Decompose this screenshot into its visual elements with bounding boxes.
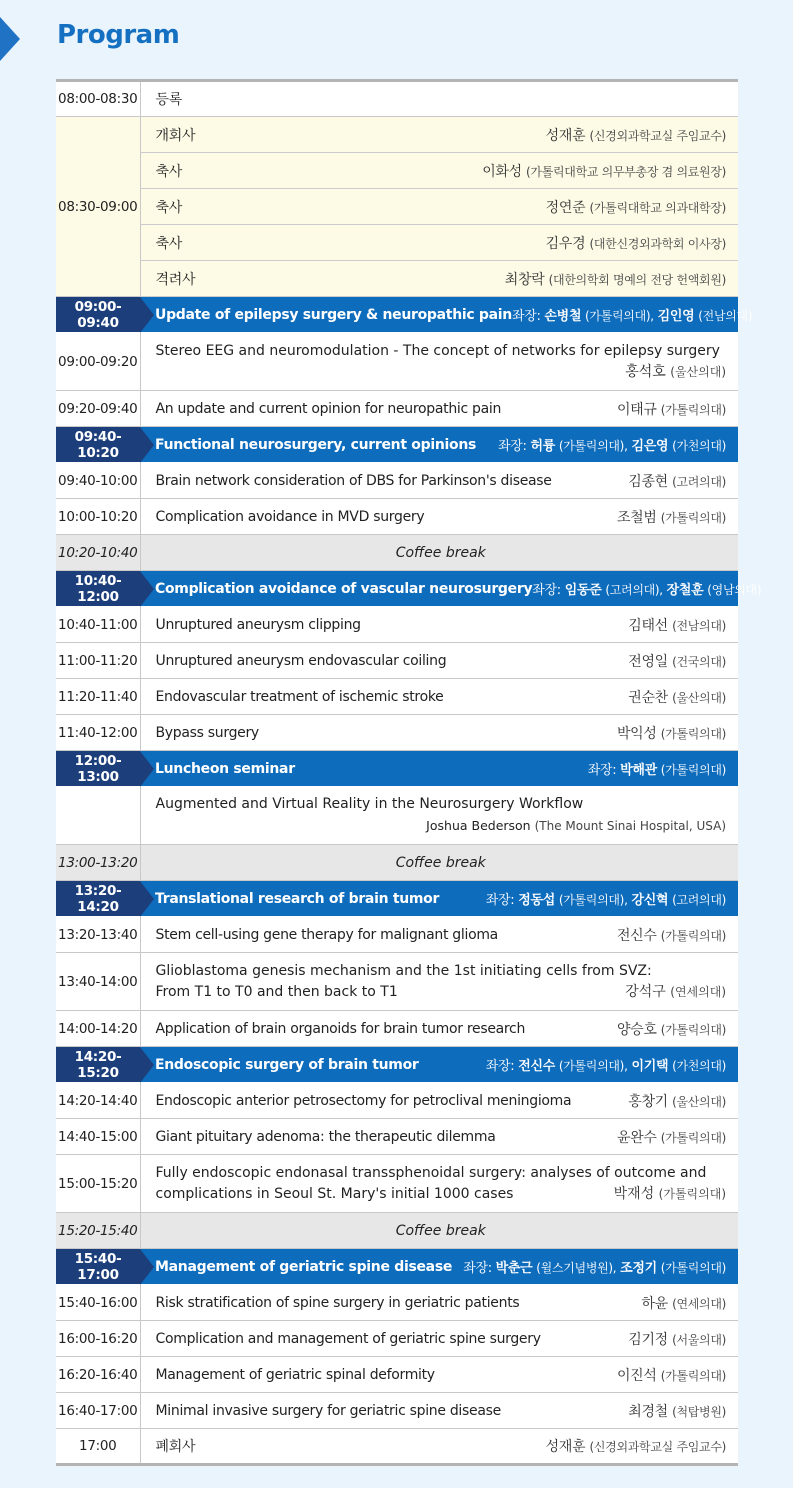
speaker-name: 김종현 bbox=[628, 473, 668, 490]
role-label: 축사 bbox=[155, 235, 182, 252]
talk-title: Application of brain organoids for brain tumor research bbox=[155, 1020, 526, 1037]
session-cell bbox=[140, 1047, 738, 1083]
role-label: 격려사 bbox=[155, 271, 196, 288]
speaker-name: 김기정 bbox=[628, 1331, 668, 1348]
content-cell bbox=[140, 1285, 738, 1321]
speaker-name: 최창락 bbox=[504, 271, 545, 288]
speaker-name: 이화성 bbox=[482, 163, 522, 180]
session-chairs: 좌장: 정동섭 (가톨릭의대), 강신혁 (고려의대) bbox=[485, 893, 726, 908]
speaker-name: 이태규 bbox=[616, 401, 657, 418]
time-cell: 10:00-10:20 bbox=[56, 499, 140, 535]
table-row bbox=[56, 81, 738, 117]
time-cell: 10:40-11:00 bbox=[56, 607, 140, 643]
content-cell bbox=[140, 1083, 738, 1119]
table-row bbox=[56, 787, 738, 845]
speaker-affiliation: (울산의대) bbox=[670, 364, 726, 379]
break-label: Coffee break bbox=[140, 535, 738, 571]
speaker-affiliation: (가톨릭의대) bbox=[660, 1368, 726, 1383]
page-title: Program bbox=[57, 20, 180, 50]
speaker-affiliation: (울산의대) bbox=[672, 1094, 726, 1109]
talk-title: Stereo EEG and neuromodulation - The concept of networks for epilepsy surgery bbox=[155, 342, 720, 359]
session-title: Luncheon seminar bbox=[155, 760, 295, 777]
time-cell: 14:00-14:20 bbox=[56, 1011, 140, 1047]
talk-title: Unruptured aneurysm clipping bbox=[155, 616, 361, 633]
break-label: Coffee break bbox=[140, 845, 738, 881]
talk-title: Risk stratification of spine surgery in geriatric patients bbox=[155, 1294, 520, 1311]
content-cell bbox=[140, 787, 738, 845]
talk-title: Complication avoidance in MVD surgery bbox=[155, 508, 425, 525]
table-row bbox=[56, 607, 738, 643]
content-cell bbox=[140, 715, 738, 751]
session-cell bbox=[140, 297, 753, 333]
session-header bbox=[56, 427, 738, 463]
time-cell: 11:40-12:00 bbox=[56, 715, 140, 751]
time-cell bbox=[56, 787, 140, 845]
speaker-affiliation: (신경외과학교실 주임교수) bbox=[589, 1440, 726, 1454]
break-row bbox=[56, 845, 738, 881]
table-row bbox=[56, 1011, 738, 1047]
session-time: 15:40-17:00 bbox=[56, 1249, 140, 1285]
session-cell bbox=[140, 751, 738, 787]
content-cell bbox=[140, 499, 738, 535]
speaker-name: 양승호 bbox=[616, 1021, 657, 1038]
speaker-affiliation: (서울의대) bbox=[672, 1332, 726, 1347]
speaker-affiliation: (가톨릭의대) bbox=[658, 1186, 726, 1201]
time-cell: 13:20-13:40 bbox=[56, 917, 140, 953]
speaker-affiliation: (건국의대) bbox=[672, 654, 726, 669]
speaker-affiliation: (대한의학회 명예의 전당 헌액회원) bbox=[548, 272, 726, 287]
talk-title: Unruptured aneurysm endovascular coiling bbox=[155, 652, 447, 669]
speaker-affiliation: (가톨릭의대) bbox=[660, 1022, 726, 1037]
speaker-affiliation: (가톨릭의대) bbox=[660, 402, 726, 417]
time-cell: 13:00-13:20 bbox=[56, 845, 140, 881]
time-cell: 16:20-16:40 bbox=[56, 1357, 140, 1393]
program-table bbox=[56, 79, 762, 1466]
content-cell bbox=[140, 261, 738, 297]
speaker-affiliation: (고려의대) bbox=[672, 474, 726, 489]
session-header bbox=[56, 571, 738, 607]
table-row bbox=[56, 117, 738, 153]
session-title: Complication avoidance of vascular neurosurgery bbox=[155, 580, 533, 597]
role-label: 개회사 bbox=[155, 127, 196, 144]
table-row bbox=[56, 391, 738, 427]
speaker-affiliation: (연세의대) bbox=[672, 1296, 726, 1311]
time-cell: 14:20-14:40 bbox=[56, 1083, 140, 1119]
time-cell: 09:20-09:40 bbox=[56, 391, 140, 427]
table-row bbox=[56, 917, 738, 953]
talk-title: Management of geriatric spinal deformity bbox=[155, 1366, 435, 1383]
table-row bbox=[56, 463, 738, 499]
table-row bbox=[56, 1393, 738, 1429]
session-header bbox=[56, 297, 738, 333]
speaker-name: 하윤 bbox=[641, 1295, 668, 1312]
table-row bbox=[56, 153, 738, 189]
session-cell bbox=[140, 571, 762, 607]
speaker-name: 강석구 bbox=[625, 983, 666, 1000]
session-chairs: 좌장: 박춘근 (윌스기념병원), 조정기 (가톨릭의대) bbox=[463, 1261, 726, 1276]
speaker-affiliation: (가톨릭의대) bbox=[660, 1130, 726, 1145]
table-row bbox=[56, 715, 738, 751]
content-cell bbox=[140, 1119, 738, 1155]
content-cell bbox=[140, 1429, 738, 1465]
speaker-affiliation: (연세의대) bbox=[670, 984, 726, 999]
content-cell bbox=[140, 189, 738, 225]
table-row bbox=[56, 1429, 738, 1465]
table-row bbox=[56, 679, 738, 715]
session-title: Functional neurosurgery, current opinions bbox=[155, 436, 477, 453]
content-cell bbox=[140, 1155, 738, 1213]
table-row bbox=[56, 225, 738, 261]
table-row bbox=[56, 333, 738, 391]
speaker-name: 이진석 bbox=[616, 1367, 657, 1384]
session-title: Update of epilepsy surgery & neuropathic pain bbox=[155, 306, 512, 323]
time-cell: 16:00-16:20 bbox=[56, 1321, 140, 1357]
session-header bbox=[56, 1047, 738, 1083]
table-row bbox=[56, 1357, 738, 1393]
talk-title-line2: complications in Seoul St. Mary's initial 1000 cases bbox=[155, 1185, 514, 1202]
table-row bbox=[56, 643, 738, 679]
table-row bbox=[56, 261, 738, 297]
talk-title: An update and current opinion for neuropathic pain bbox=[155, 400, 502, 417]
time-cell: 13:40-14:00 bbox=[56, 953, 140, 1011]
table-row bbox=[56, 499, 738, 535]
session-title: Endoscopic surgery of brain tumor bbox=[155, 1056, 419, 1073]
speaker-name: 조철범 bbox=[616, 509, 657, 526]
time-cell: 17:00 bbox=[56, 1429, 140, 1465]
talk-title: Bypass surgery bbox=[155, 724, 259, 741]
content-cell bbox=[140, 1321, 738, 1357]
session-time: 10:40-12:00 bbox=[56, 571, 140, 607]
talk-title: Augmented and Virtual Reality in the Neurosurgery Workflow bbox=[155, 796, 584, 812]
time-cell: 15:20-15:40 bbox=[56, 1213, 140, 1249]
role-label: 축사 bbox=[155, 163, 182, 180]
session-title: Management of geriatric spine disease bbox=[155, 1258, 453, 1275]
speaker-name: 홍창기 bbox=[628, 1093, 668, 1110]
session-time: 13:20-14:20 bbox=[56, 881, 140, 917]
content-cell bbox=[140, 153, 738, 189]
session-time: 14:20-15:20 bbox=[56, 1047, 140, 1083]
content-cell bbox=[140, 643, 738, 679]
break-row bbox=[56, 1213, 738, 1249]
break-row bbox=[56, 535, 738, 571]
speaker-affiliation: (가톨릭대학교 의무부총장 겸 의료원장) bbox=[526, 164, 726, 179]
session-cell bbox=[140, 427, 738, 463]
speaker-name: 권순찬 bbox=[628, 689, 668, 706]
time-cell: 09:00-09:20 bbox=[56, 333, 140, 391]
session-chairs: 좌장: 박해관 (가톨릭의대) bbox=[587, 763, 726, 778]
speaker-name: 전신수 bbox=[616, 927, 657, 944]
speaker-affiliation: (울산의대) bbox=[672, 690, 726, 705]
speaker-name: 최경철 bbox=[628, 1403, 668, 1420]
time-cell: 08:30-09:00 bbox=[56, 117, 140, 297]
talk-title-line1: Fully endoscopic endonasal transsphenoidal surgery: analyses of outcome and bbox=[155, 1164, 707, 1181]
session-cell bbox=[140, 881, 738, 917]
speaker-affiliation: (신경외과학교실 주임교수) bbox=[589, 128, 726, 143]
time-cell: 10:20-10:40 bbox=[56, 535, 140, 571]
session-cell bbox=[140, 1249, 738, 1285]
role-label: 축사 bbox=[155, 199, 182, 216]
content-cell bbox=[140, 225, 738, 261]
time-cell: 11:20-11:40 bbox=[56, 679, 140, 715]
time-cell: 16:40-17:00 bbox=[56, 1393, 140, 1429]
speaker-name: 홍석호 bbox=[625, 363, 666, 380]
speaker-name: 정연준 bbox=[545, 199, 586, 216]
time-cell: 08:00-08:30 bbox=[56, 81, 140, 117]
section-arrow-icon bbox=[0, 17, 20, 61]
content-cell bbox=[140, 333, 738, 391]
table-row bbox=[56, 1285, 738, 1321]
registration-label: 등록 bbox=[155, 92, 182, 108]
speaker-affiliation: (척탑병원) bbox=[672, 1404, 726, 1419]
talk-title: Endoscopic anterior petrosectomy for petroclival meningioma bbox=[155, 1092, 572, 1109]
speaker-affiliation: (가톨릭대학교 의과대학장) bbox=[589, 200, 726, 215]
speaker-name: 박재성 bbox=[613, 1185, 655, 1202]
table-row bbox=[56, 1321, 738, 1357]
content-cell bbox=[140, 117, 738, 153]
speaker-name: 김우경 bbox=[545, 235, 586, 252]
talk-title: Brain network consideration of DBS for Parkinson's disease bbox=[155, 472, 552, 489]
table-row bbox=[56, 1083, 738, 1119]
speaker-name: Joshua Bederson bbox=[426, 818, 531, 833]
table-row bbox=[56, 1119, 738, 1155]
speaker-name: 성재훈 bbox=[545, 127, 586, 144]
speaker-name: 박익성 bbox=[616, 725, 657, 742]
speaker-affiliation: (가톨릭의대) bbox=[660, 510, 726, 525]
session-time: 12:00-13:00 bbox=[56, 751, 140, 787]
table-row bbox=[56, 953, 738, 1011]
role-label: 폐회사 bbox=[155, 1439, 196, 1455]
talk-title: Giant pituitary adenoma: the therapeutic dilemma bbox=[155, 1128, 496, 1145]
content-cell bbox=[140, 463, 738, 499]
talk-title-line1: Glioblastoma genesis mechanism and the 1st initiating cells from SVZ: bbox=[155, 962, 652, 979]
break-label: Coffee break bbox=[140, 1213, 738, 1249]
speaker-name: 김태선 bbox=[628, 617, 668, 634]
session-header bbox=[56, 751, 738, 787]
session-chairs: 좌장: 손병철 (가톨릭의대), 김인영 (전남의대) bbox=[511, 309, 753, 324]
talk-title: Endovascular treatment of ischemic stroke bbox=[155, 688, 444, 705]
speaker-affiliation: (전남의대) bbox=[672, 618, 726, 633]
time-cell: 11:00-11:20 bbox=[56, 643, 140, 679]
talk-title: Stem cell-using gene therapy for malignant glioma bbox=[155, 926, 498, 943]
session-chairs: 좌장: 전신수 (가톨릭의대), 이기택 (가천의대) bbox=[485, 1059, 726, 1074]
talk-title: Complication and management of geriatric spine surgery bbox=[155, 1330, 541, 1347]
speaker-name: 윤완수 bbox=[616, 1129, 657, 1146]
time-cell: 14:40-15:00 bbox=[56, 1119, 140, 1155]
time-cell: 15:00-15:20 bbox=[56, 1155, 140, 1213]
content-cell bbox=[140, 917, 738, 953]
session-chairs: 좌장: 허륭 (가톨릭의대), 김은영 (가천의대) bbox=[498, 439, 726, 454]
speaker-affiliation: (The Mount Sinai Hospital, USA) bbox=[534, 819, 726, 833]
speaker-affiliation: (가톨릭의대) bbox=[660, 928, 726, 943]
content-cell bbox=[140, 1011, 738, 1047]
session-chairs: 좌장: 임동준 (고려의대), 장철훈 (영남의대) bbox=[532, 583, 762, 598]
content-cell bbox=[140, 391, 738, 427]
content-cell bbox=[140, 607, 738, 643]
talk-title: Minimal invasive surgery for geriatric spine disease bbox=[155, 1402, 501, 1419]
time-cell: 09:40-10:00 bbox=[56, 463, 140, 499]
content-cell bbox=[140, 1393, 738, 1429]
session-header bbox=[56, 1249, 738, 1285]
session-time: 09:00-09:40 bbox=[56, 297, 140, 333]
time-cell: 15:40-16:00 bbox=[56, 1285, 140, 1321]
content-cell bbox=[140, 1357, 738, 1393]
talk-title-line2: From T1 to T0 and then back to T1 bbox=[155, 983, 398, 1000]
session-time: 09:40-10:20 bbox=[56, 427, 140, 463]
speaker-affiliation: (대한신경외과학회 이사장) bbox=[589, 236, 726, 251]
session-title: Translational research of brain tumor bbox=[155, 890, 440, 907]
table-row bbox=[56, 1155, 738, 1213]
content-cell bbox=[140, 679, 738, 715]
content-cell bbox=[140, 953, 738, 1011]
speaker-name: 성재훈 bbox=[545, 1439, 586, 1455]
speaker-affiliation: (가톨릭의대) bbox=[660, 726, 726, 741]
content-cell bbox=[140, 81, 738, 117]
speaker-name: 전영일 bbox=[628, 653, 668, 670]
table-row bbox=[56, 189, 738, 225]
session-header bbox=[56, 881, 738, 917]
